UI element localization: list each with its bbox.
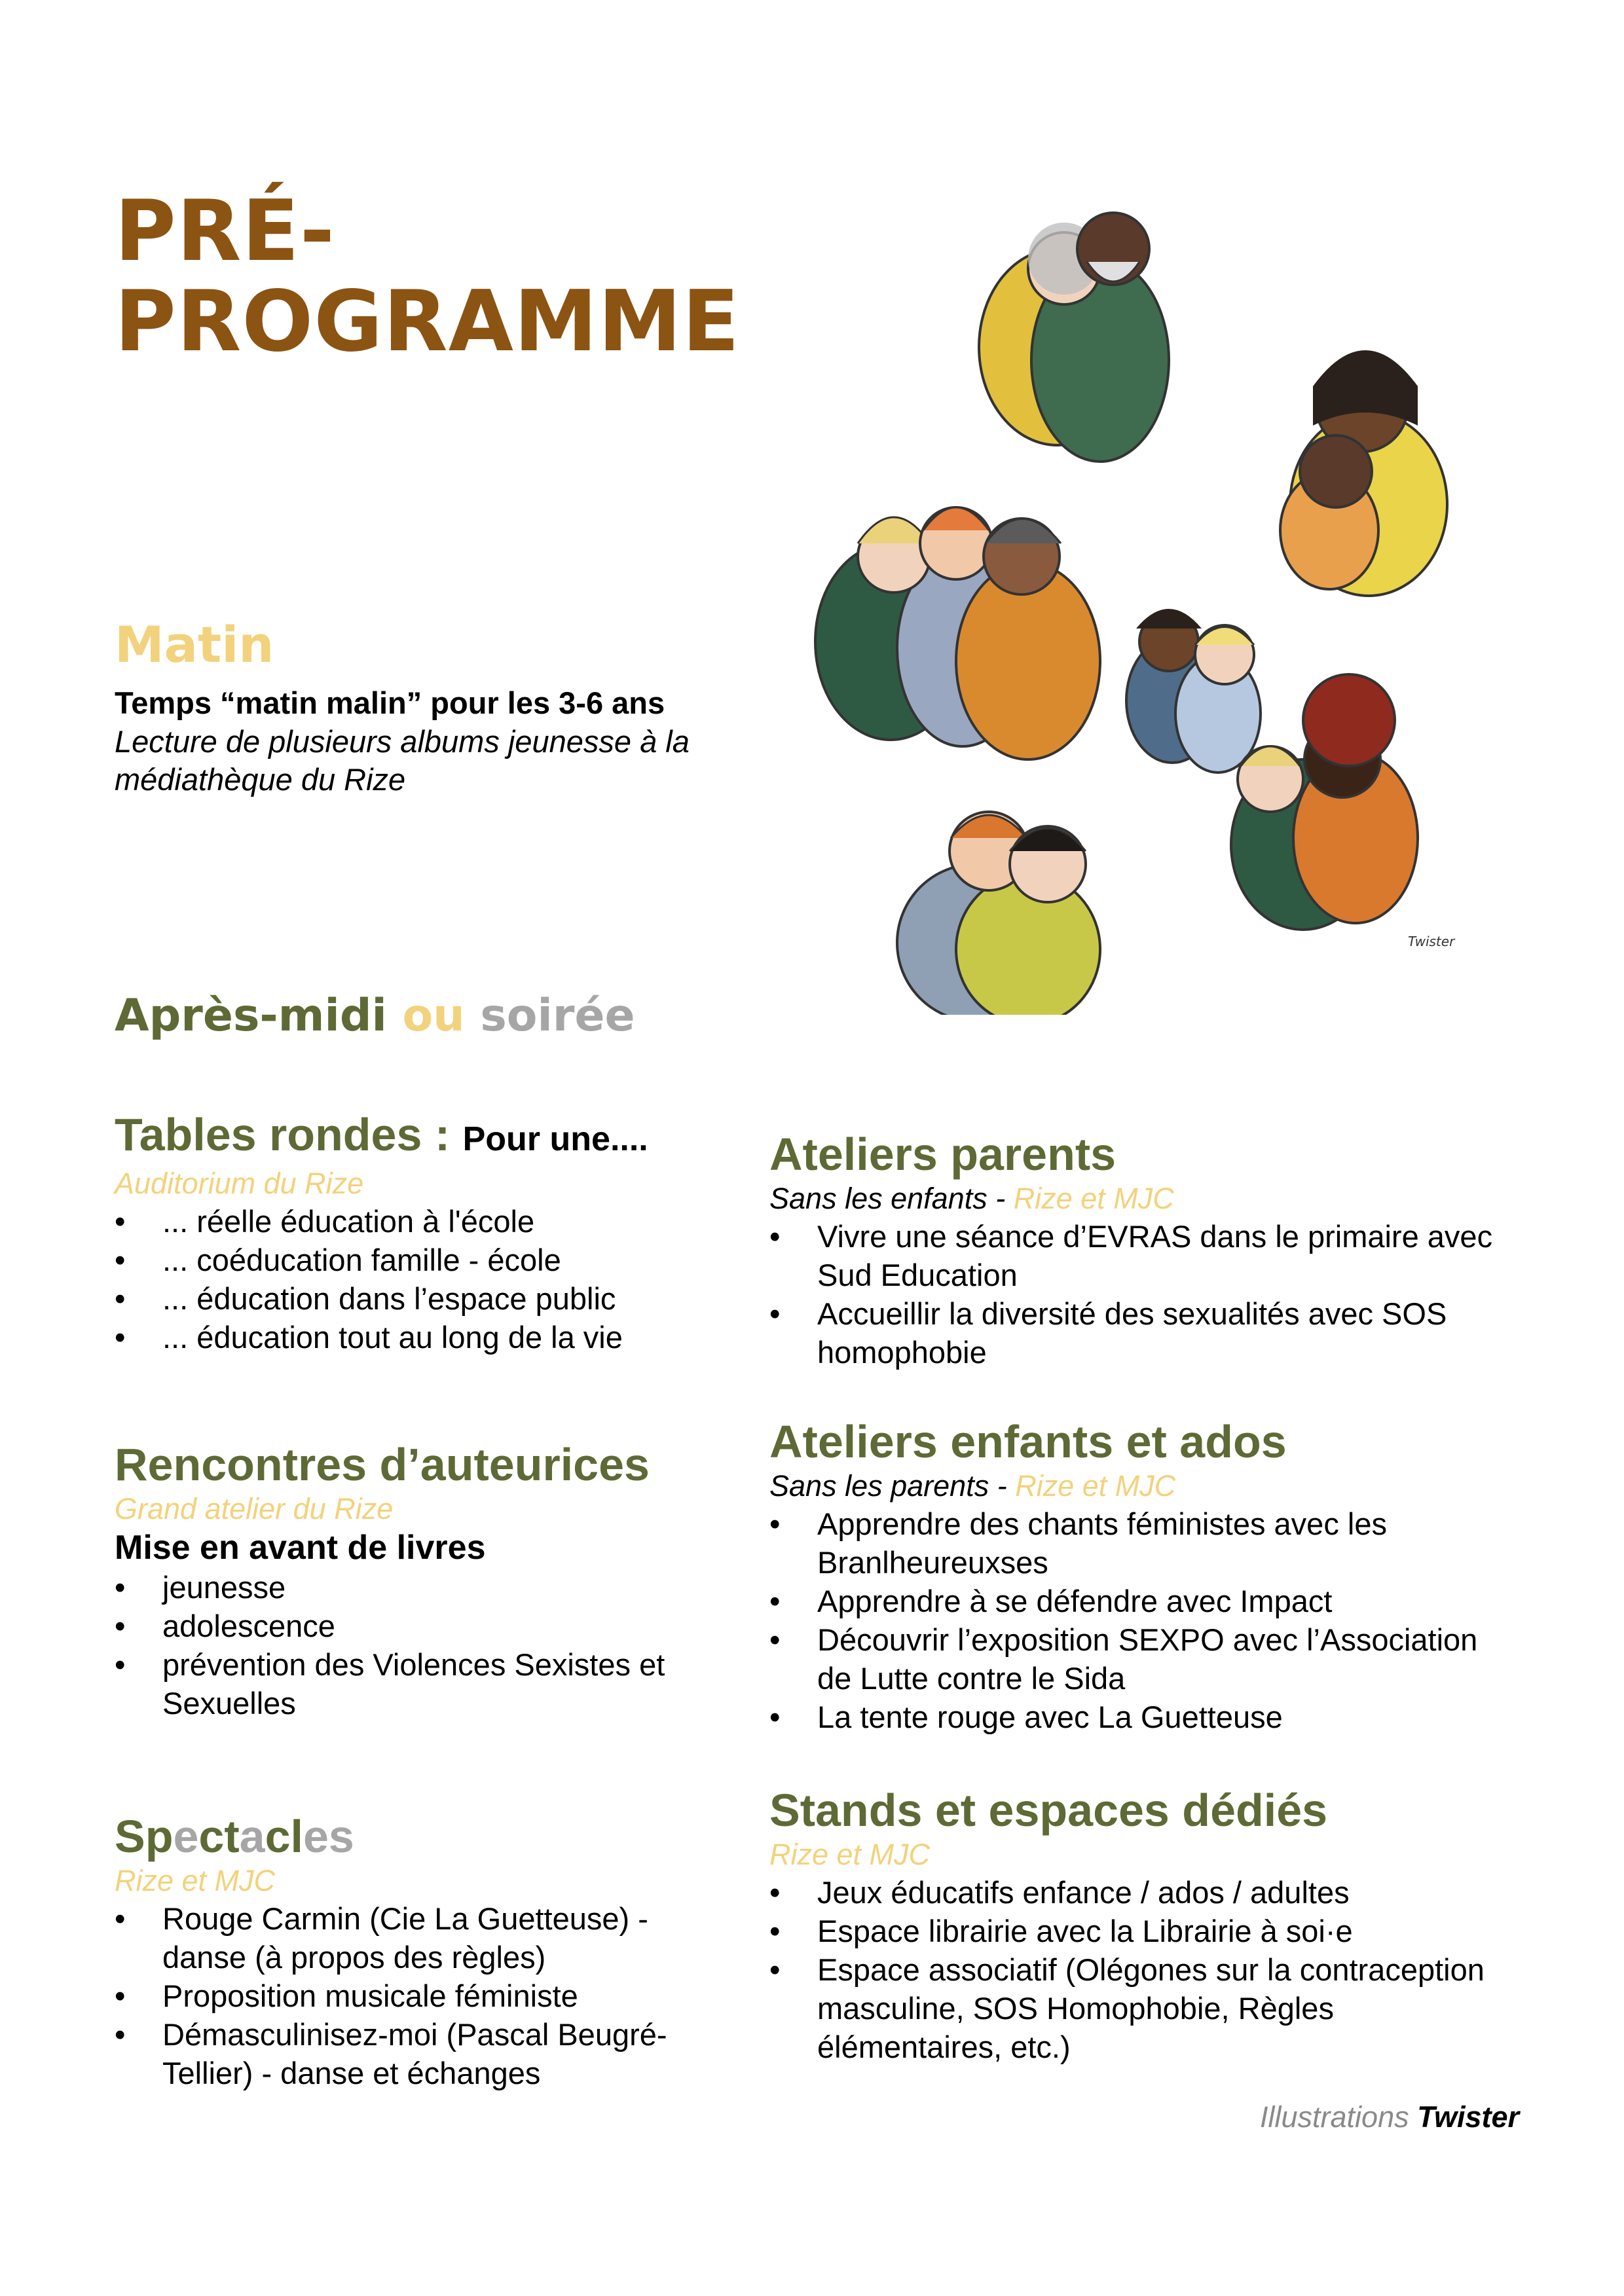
list-item: • Démasculinisez-moi (Pascal Beugré-Tellier) - danse et échanges (115, 2015, 737, 2092)
rencontres-list (115, 1568, 737, 1722)
hug-group-children (1126, 609, 1261, 773)
spectacles-title-letter: a (239, 1811, 265, 1862)
spectacles-list (115, 1899, 737, 2092)
matin-event-description: Lecture de plusieurs albums jeunesse à la médiathèque du Rize (115, 724, 690, 797)
rencontres-subhead: Mise en avant de livres (115, 1529, 486, 1567)
hug-illustration (805, 190, 1473, 1015)
spectacles-title (115, 1810, 737, 1863)
spectacles-location: Rize et MJC (115, 1864, 276, 1897)
list-item: • La tente rouge avec La Guetteuse (769, 1698, 1509, 1736)
matin-heading: Matin (115, 615, 274, 674)
list-item: • Vivre une séance d’EVRAS dans le primaire avec Sud Education (769, 1217, 1509, 1294)
stands-title: Stands et espaces dédiés (769, 1785, 1328, 1836)
credit-author: Twister (1417, 2100, 1519, 2134)
spectacles-title-letter: t (224, 1811, 240, 1862)
spectacles-title-letter: e (303, 1811, 329, 1862)
ateliers-parents-title: Ateliers parents (769, 1129, 1116, 1180)
hug-group-elderly (979, 213, 1169, 462)
location-prefix: Sans les enfants (769, 1182, 987, 1215)
spectacles-title-letter: c (198, 1811, 225, 1862)
list-item: • ... éducation dans l’espace public (115, 1279, 737, 1318)
spectacles-title-letter: s (328, 1811, 354, 1862)
stands-list (769, 1873, 1509, 2066)
list-item: • ... coéducation famille - école (115, 1241, 737, 1279)
rencontres-section (115, 1438, 737, 1722)
page-title-line1: PRÉ- (115, 183, 335, 280)
hug-group-men (897, 812, 1100, 1015)
matin-event-title: Temps “matin malin” pour les 3-6 ans (115, 685, 665, 720)
list-item: • Apprendre à se défendre avec Impact (769, 1582, 1509, 1620)
tables-rondes-title (115, 1108, 737, 1165)
tables-rondes-list (115, 1202, 737, 1357)
page-title (115, 183, 835, 371)
list-item: • ... réelle éducation à l'école (115, 1202, 737, 1241)
ateliers-enfants-section (769, 1415, 1509, 1736)
location-separator: - (989, 1469, 1016, 1503)
spectacles-title-letter: S (115, 1811, 145, 1862)
list-item: • Espace librairie avec la Librairie à soi·e (769, 1912, 1509, 1950)
credit-label: Illustrations (1260, 2100, 1409, 2134)
ateliers-parents-section (769, 1128, 1509, 1372)
spectacles-section (115, 1810, 737, 2092)
location-place: Rize et MJC (1015, 1469, 1176, 1503)
location-prefix: Sans les parents (769, 1469, 989, 1503)
illustration-signature: Twister (1408, 934, 1455, 949)
location-separator: - (987, 1182, 1014, 1215)
location-place: Rize et MJC (1013, 1182, 1174, 1215)
list-item: • adolescence (115, 1607, 737, 1645)
list-item: • Apprendre des chants féministes avec les Branlheureuxses (769, 1504, 1509, 1582)
spectacles-title-letter: e (173, 1811, 199, 1862)
tables-rondes-subtitle: Pour une.... (462, 1120, 648, 1158)
list-item: • ... éducation tout au long de la vie (115, 1318, 737, 1357)
hug-group-women (1231, 674, 1456, 949)
illustration-credit (1260, 2100, 1519, 2134)
list-item: • Rouge Carmin (Cie La Guetteuse) - danse (à propos des règles) (115, 1899, 737, 1977)
hug-group-adult-child (1280, 350, 1447, 596)
list-item: • Proposition musicale féministe (115, 1977, 737, 2015)
list-item: • Découvrir l’exposition SEXPO avec l’Association de Lutte contre le Sida (769, 1620, 1509, 1698)
list-item: • Jeux éducatifs enfance / ados / adultes (769, 1873, 1509, 1912)
spectacles-title-letter: l (290, 1811, 303, 1862)
tables-rondes-title-text: Tables rondes : (115, 1109, 451, 1160)
soiree-word: soirée (480, 990, 635, 1042)
tables-rondes-location: Auditorium du Rize (115, 1167, 364, 1200)
apres-midi-heading (115, 990, 635, 1042)
ateliers-parents-list (769, 1217, 1509, 1372)
ateliers-enfants-title: Ateliers enfants et ados (769, 1416, 1287, 1467)
spectacles-title-letter: c (265, 1811, 291, 1862)
list-item: • prévention des Violences Sexistes et Sexuelles (115, 1645, 737, 1722)
apres-midi-word: Après-midi (115, 990, 387, 1042)
page-title-line2: PROGRAMME (115, 273, 741, 371)
rencontres-location: Grand atelier du Rize (115, 1492, 394, 1525)
stands-location: Rize et MJC (769, 1838, 931, 1871)
tables-rondes-section (115, 1108, 737, 1357)
ateliers-enfants-list (769, 1504, 1509, 1736)
spectacles-title-letter: p (145, 1811, 174, 1862)
list-item: • Accueillir la diversité des sexualités avec SOS homophobie (769, 1294, 1509, 1372)
hug-group-trio (815, 507, 1100, 759)
ateliers-enfants-location (769, 1468, 1509, 1504)
list-item: • Espace associatif (Olégones sur la contraception masculine, SOS Homophobie, Règles élémentaires, etc.) (769, 1950, 1509, 2066)
rencontres-title: Rencontres d’auteurices (115, 1439, 650, 1490)
list-item: • jeunesse (115, 1568, 737, 1607)
stands-section (769, 1784, 1509, 2066)
ateliers-parents-location (769, 1180, 1509, 1217)
ou-word: ou (402, 990, 465, 1042)
